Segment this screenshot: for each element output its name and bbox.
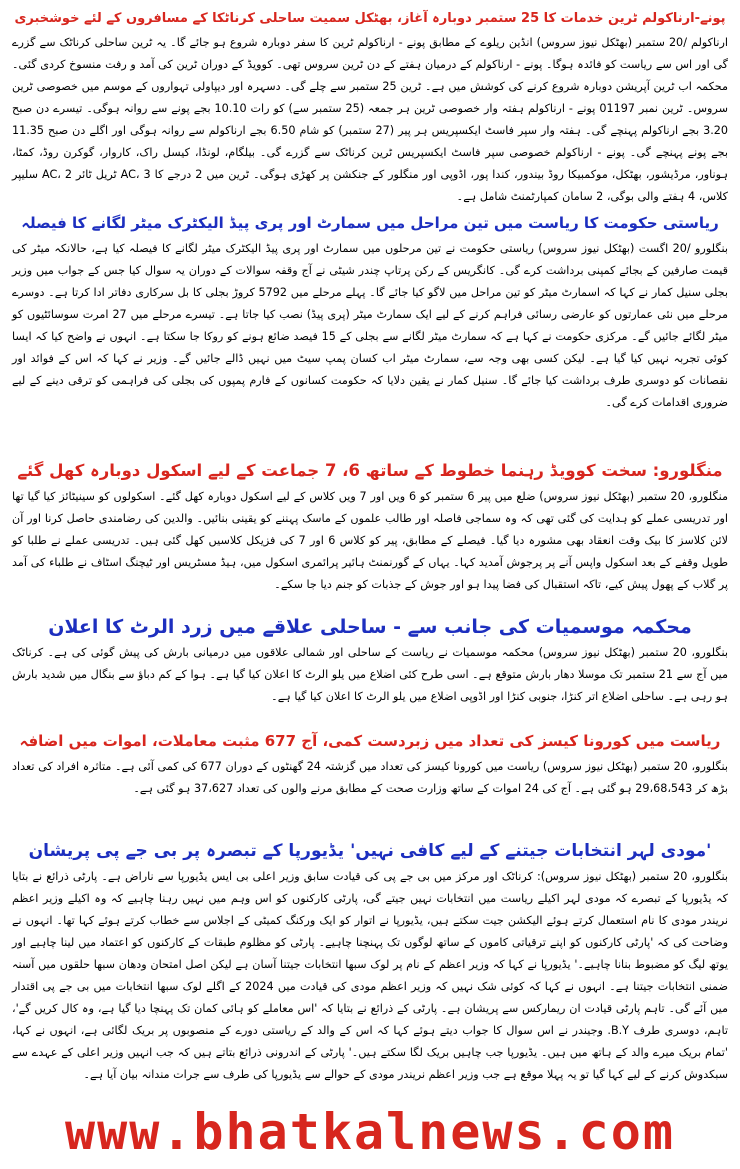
- article-headline: پونے-ارناکولم ٹرین خدمات کا 25 ستمبر دوبارہ آغاز، بھٹکل سمیت ساحلی کرناٹکا کے مسافروں کے لئے خوشخبری: [14, 11, 726, 26]
- article-headline: ریاستی حکومت کا ریاست میں تین مراحل میں سمارٹ اور پری پیڈ الیکٹرک میٹر لگانے کا فیصلہ: [21, 214, 719, 232]
- article-body: بنگلورو /20 اگست (بھٹکل نیوز سروس) ریاستی حکومت نے تین مرحلوں میں سمارٹ اور پری پیڈ الیکٹرک میٹر لگانے کا فیصلہ کیا ہے، حالانکہ میٹر کی قیمت صارفین کے بجائے کمپنی برداشت کرے گی۔ کانگریس کے رکن پرتاپ چندر شیٹی نے آج وقفہ سوالات کے دوران یہ سوال کیا جس کے جواب میں وزیر بجلی سنیل کمار نے کہا کہ اسمارٹ میٹر کو تین مراحل میں لاگو کیا جائے گا۔ پہلے مرحلے میں 5792 کروڑ بجلی کا بل سرکاری دفاتر ادا کرتا ہے۔ دوسرے مرحلے میں نئی عمارتوں کو عارضی رسائی فراہم کرنے کے لیے ایک سمارٹ میٹر (پری پیڈ) نصب کیا جاتا ہے۔ تیسرے مرحلے میں 27 امرت سوسائٹیوں کو میٹر لگائے جائیں گے۔ مرکزی حکومت نے کہا ہے کہ سمارٹ میٹر لگانے سے بجلی کے 15 فیصد ضائع ہونے کو روکا جا سکتا ہے۔ انہوں نے واضح کیا کہ ایسا کوئی تجربہ نہیں کیا گیا ہے۔ لیکن کسی بھی وجہ سے، سمارٹ میٹر اب کسان پمپ سیٹ میں نہیں ڈالے جائیں گے۔ وزیر نے کہا کہ اس کے فوائد اور نقصانات کو دوسری طرف برداشت کیا جائے گا۔ سنیل کمار نے یقین دلایا کہ حکومت کسانوں کے فارم پمپوں کی بجلی کی فراہمی کو ترقی دینے کے لیے ضروری اقدامات کرے گی۔: [12, 242, 728, 409]
- article-schools-reopen: [0, 456, 740, 608]
- article-body: بنگلورو، 20 ستمبر (بھٹکل نیوز سروس): کرناٹک اور مرکز میں بی جے پی کی قیادت سابق وزیر اعلی بی ایس یڈیورپا سے ناراض ہے۔ پارٹی ذرائع نے بتایا کہ یڈیورپا کے تبصرے کہ مودی لہر اکیلے ریاست میں انتخابات نہیں جیتے گی، پارٹی کارکنوں کو اس وہم میں نہیں رہنا چاہیے کہ وہ اکیلے وزیر اعظم نریندر مودی کا نام استعمال کرتے ہوئے الیکشن جیت سکتے ہیں، یڈیورپا نے اتوار کو ایک ورکنگ کمیٹی کے اجلاس سے خطاب کرتے ہوئے کہا تھا۔ انہوں نے وضاحت کی کہ 'پارٹی کارکنوں کو اپنے ترقیاتی کاموں کے ساتھ لوگوں تک پہنچنا چاہیے۔ پارٹی کو مظلوم طبقات کے کارکنوں کو اعتماد میں لینا چاہیے اور یوتھ لیگ کو مضبوط بنانا چاہیے۔' یڈیورپا نے کہا کہ وزیر اعظم کے نام پر لوک سبھا انتخابات جیتنا آسان ہے لیکن اصل امتحان ودھان سبھا حلقوں میں آسنہ ضمنی انتخابات جیتنا ہے۔ انہوں نے کہا کہ کوئی شک نہیں کہ وزیر اعظم مودی کی قیادت میں 2024 کے اگلے لوک سبھا انتخابات میں بی جے پی اقتدار میں آئے گی۔ تاہم پارٹی قیادت ان ریمارکس سے پریشان ہے۔ پارٹی کے ذرائع نے بتایا کہ 'اس معاملے کو ہائی کمان تک پہنچا دیا گیا ہے، وہ کال کریں گے'، تاہم، دوسری طرف B.Y. وجیندر نے اس سوال کا جواب دیتے ہوئے کہا کہ اس کے والد کے ریاستی دورے کے منصوبوں پر بریک لگائی ہے، انہوں نے کہا، 'تمام بریک میرے والد کے ہاتھ میں ہیں۔ یڈیورپا جب چاہیں بریک لگا سکتے ہیں۔' پارٹی کے اندرونی ذرائع بتاتے ہیں کہ جب انہیں وزیر اعلی کے عہدے سے سبکدوش کرنے کے لیے کہا گیا تو یہ پہلا موقع ہے جب وزیر اعظم نریندر مودی کے حوالے سے یڈیورپا کی طرف سے جرات مندانہ بیان آیا ہے۔: [12, 870, 728, 1081]
- article-smart-meters: [0, 208, 740, 452]
- article-modi-wave: [0, 836, 740, 1106]
- article-headline: منگلورو: سخت کوویڈ رہنما خطوط کے ساتھ 6، 7 جماعت کے لیے اسکول دوبارہ کھل گئے: [17, 461, 723, 480]
- article-headline: محکمہ موسمیات کی جانب سے - ساحلی علاقے میں زرد الرٹ کا اعلان: [48, 616, 692, 638]
- website-url: www.bhatkalnews.com: [65, 1103, 675, 1161]
- article-body: منگلورو، 20 ستمبر (بھٹکل نیوز سروس) ضلع میں پیر 6 ستمبر کو 6 ویں اور 7 ویں کلاس کے لیے اسکول دوبارہ کھل گئے۔ اسکولوں کو سینیٹائز کیا گیا تھا اور تدریسی عملے کو ہدایت کی گئی تھی کہ وہ سماجی فاصلہ اور طالب علموں کے ماسک پہننے کو یقینی بنائیں۔ والدین کی رضامندی حاصل کرنا اور آن لائن کلاسز کا بیک وقت انعقاد بھی مشورہ دیا گیا۔ فیصلے کے مطابق، پیر کو کلاس 6 اور 7 کی فزیکل کلاسیں کھل گئی ہیں۔ تدریسی عملے نے طلبا کو طویل وقفے کے بعد اسکول واپس آنے پر پرجوش آمدید کہا۔ یہاں کے گورنمنٹ ہائیر پرائمری اسکول میں، ہیڈ مسٹریس اور ٹیچنگ اسٹاف نے طلباء کی آمد پر گلاب کے پھول پیش کیے، تاکہ استقبال کی فضا پیدا ہو اور جوش کے جذبات کو جنم دیا جا سکے۔: [12, 490, 729, 591]
- article-corona-cases: [0, 726, 740, 832]
- article-train-service: [0, 6, 740, 204]
- article-body: بنگلورو، 20 ستمبر (بھٹکل نیوز سروس) ریاست میں کورونا کیسز کی تعداد میں گزشتہ 24 گھنٹوں کے دوران 677 کی کمی آئی ہے۔ متاثرہ افراد کی تعداد بڑھ کر 29،68،543 ہو گئی ہے۔ آج کی 24 اموات کے ساتھ وزارت صحت کے مطابق مرنے والوں کی تعداد 37،627 ہو گئی ہے۔: [12, 760, 729, 795]
- article-body: بنگلورو، 20 ستمبر (بھٹکل نیوز سروس) محکمہ موسمیات نے ریاست کے ساحلی اور شمالی علاقوں میں درمیانی بارش کی پیش گوئی کی ہے۔ کرناٹک میں آج سے 21 ستمبر تک موسلا دھار بارش متوقع ہے۔ اسی طرح کئی اضلاع میں یلو الرٹ کا اعلان کیا گیا ہے۔ ہوا کے کم دباؤ سے بنگال میں شدید بارش ہو رہی ہے۔ ساحلی اضلاع اتر کنڑا، جنوبی کنڑا اور اڈوپی اضلاع میں یلو الرٹ کا اعلان کیا گیا ہے۔: [12, 646, 729, 703]
- article-headline: 'مودی لہر انتخابات جیتنے کے لیے کافی نہیں' یڈیورپا کے تبصرہ پر بی جے پی پریشان: [28, 841, 712, 861]
- article-body: ارناکولم /20 ستمبر (بھٹکل نیوز سروس) انڈین ریلوے کے مطابق پونے - ارناکولم ٹرین کا سفر دوبارہ شروع ہو جائے گا۔ یہ ٹرین ساحلی کرناٹک سے گزرے گی اور اس سے ریاست کو فائدہ ہوگا۔ پونے - ارناکولم کے درمیان ہفتے کے دن ٹرین سروس تھی۔ کوویڈ کے دوران ٹرین کی آمد و رفت منسوخ کردی گئی۔ محکمہ اب ٹرین آپریشن دوبارہ شروع کرنے کی کوشش میں ہے۔ ٹرین 25 ستمبر سے چلے گی۔ دسہرہ اور دیپاولی تہواروں کے موسم میں خصوصی ٹرین سروس۔ ٹرین نمبر 01197 پونے - ارناکولم ہفتہ وار خصوصی ٹرین ہر جمعہ (25 ستمبر سے) کو رات 10.10 بجے پونے سے روانہ ہوگی۔ تیسرے دن صبح 3.20 بجے ارناکولم پہنچے گی۔ ہفتہ وار سپر فاسٹ ایکسپریس ہر پیر (27 ستمبر) کو شام 6.50 بجے ارناکولم سے روانہ ہوگی اور اگلے دن صبح 11.35 بجے پونے پہنچے گی۔ پونے - ارناکولم خصوصی سپر فاسٹ ایکسپریس ٹرین کرناٹک سے گزرے گی۔ بیلگام، لونڈا، کیسل راک، کاروار، گوکرن روڈ، کمٹا، ہوناور، مرڈیشور، بھٹکل، موکمبیکا روڈ بیندور، کندا پور، اڈوپی اور منگلور کے جنکشن پر کھڑی ہوگی۔ ٹرین میں 2 درجے کا AC، 3 ٹریل ٹائر AC، 2 سلیپر کلاس، 4 ہفتے والی بوگی، 2 سامان کمپارٹمنٹ شامل ہے۔: [12, 36, 729, 203]
- article-headline: ریاست میں کورونا کیسز کی تعداد میں زبردست کمی، آج 677 مثبت معاملات، اموات میں اضافہ: [19, 732, 721, 750]
- article-yellow-alert: [0, 612, 740, 722]
